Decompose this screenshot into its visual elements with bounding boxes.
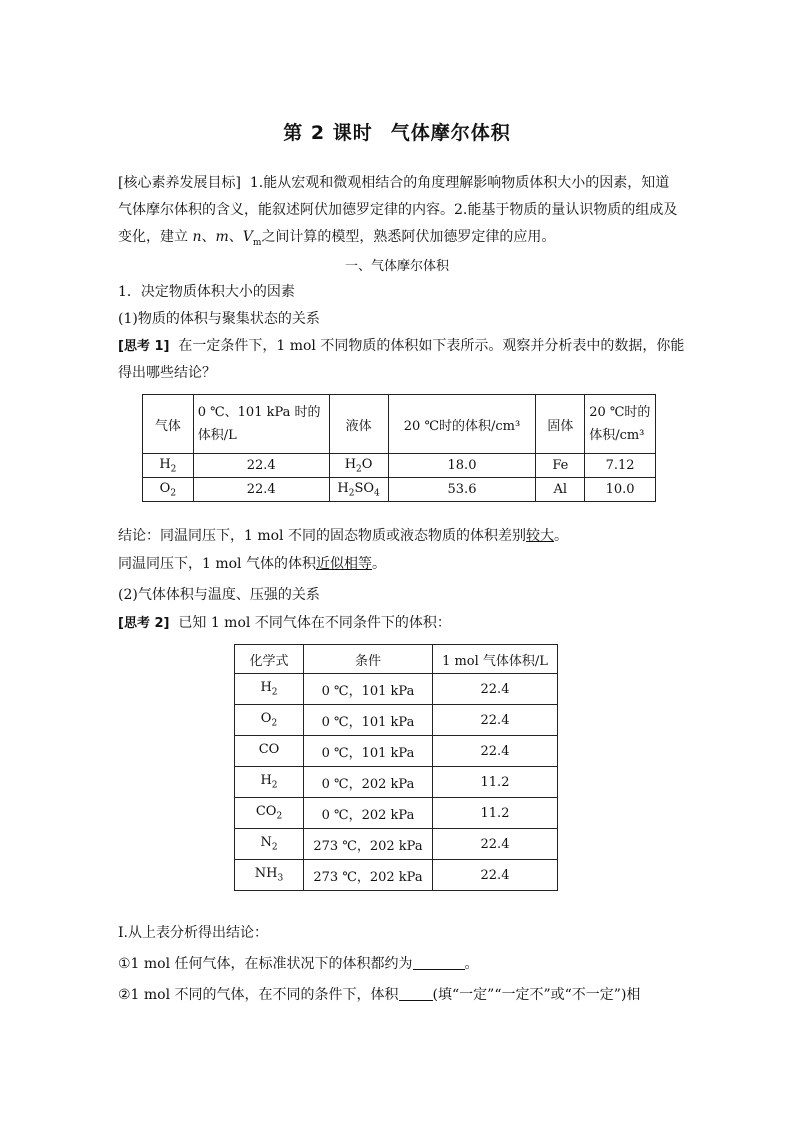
answer-blank[interactable] xyxy=(413,955,465,970)
question-item-2: ②1 mol 不同的气体，在不同的条件下，体积 (填“一定”“一定不”或“不一定”)相 xyxy=(118,987,641,1003)
think-1-line2: 得出哪些结论？ xyxy=(118,365,216,381)
analysis-title: Ⅰ.从上表分析得出结论： xyxy=(118,925,268,941)
question-item-1: ①1 mol 任何气体，在标准状况下的体积都约为 。 xyxy=(118,956,479,972)
table-row: CO 0 ℃，101 kPa 22.4 xyxy=(235,736,558,767)
answer-blank[interactable] xyxy=(399,986,433,1001)
subpoint-2: (2)气体体积与温度、压强的关系 xyxy=(118,587,320,603)
section-heading: 一、气体摩尔体积 xyxy=(344,259,449,274)
table-gas-volumes: 化学式 条件 1 mol 气体体积/L $H_2$ 0 ℃，101 kPa 22.4 $O_2$ 0 ℃，101 kPa 22.4 CO 0 ℃，101 kPa 22.4 $H_2$ 0 ℃，202 kPa 11.2 $CO_2$ 0 ℃，202 kPa 11.2 $N_2$ 273 ℃，202 kPa 22.4 $NH_3$ 273 ℃，202 kPa 22.4 xyxy=(234,644,558,891)
answer-larger: 较大 xyxy=(526,528,554,544)
table-row: $H_2$ 0 ℃，202 kPa 11.2 xyxy=(235,767,558,798)
conclusion-1: 结论：同温同压下，1 mol 不同的固态物质或液态物质的体积差别较大。 xyxy=(118,528,568,544)
table-row: $O_2$ 0 ℃，101 kPa 22.4 xyxy=(235,705,558,736)
table-substance-volumes: 气体 0 ℃、101 kPa 时的 体积/L 液体 20 ℃时的体积/cm³ 固体 20 ℃时的 体积/cm³ $H_2$ 22.4 $H_2O$ 18.0 Fe 7.12 $O_2$ 22.4 $H_2SO_4$ 53.6 Al 10.0 xyxy=(142,394,656,502)
point-1: 1．决定物质体积大小的因素 xyxy=(118,284,295,300)
conclusion-2: 同温同压下，1 mol 气体的体积近似相等。 xyxy=(118,556,386,572)
core-goals-paragraph: [核心素养发展目标] 1.能从宏观和微观相结合的角度理解影响物质体积大小的因素，知道气体摩尔体积的含义，能叙述阿伏加德罗定律的内容。2.能基于物质的量认识物质的组成及变化，建立 n、m、$V_m$之间计算的模型，熟悉阿伏加德罗定律的应用。 xyxy=(118,175,678,248)
think-1-line1: [思考 1] 在一定条件下，1 mol 不同物质的体积如下表所示。观察并分析表中的数据，你能 xyxy=(118,338,685,354)
table-row: $H_2$ 0 ℃，101 kPa 22.4 xyxy=(235,674,558,705)
think-1-label: [思考 1] xyxy=(118,339,170,354)
table-row: $CO_2$ 0 ℃，202 kPa 11.2 xyxy=(235,798,558,829)
subpoint-1: (1)物质的体积与聚集状态的关系 xyxy=(118,311,320,327)
think-2-line: [思考 2] 已知 1 mol 不同气体在不同条件下的体积： xyxy=(118,615,451,631)
table-row: $NH_3$ 273 ℃，202 kPa 22.4 xyxy=(235,860,558,891)
answer-approx-equal: 近似相等 xyxy=(316,556,372,572)
goals-label: [核心素养发展目标] xyxy=(118,175,241,191)
page-title: 第 2 课时 气体摩尔体积 xyxy=(283,122,511,144)
table-row: $N_2$ 273 ℃，202 kPa 22.4 xyxy=(235,829,558,860)
table-row: $H_2$ 22.4 $H_2O$ 18.0 Fe 7.12 xyxy=(143,454,656,478)
think-2-label: [思考 2] xyxy=(118,616,170,631)
table-row: $O_2$ 22.4 $H_2SO_4$ 53.6 Al 10.0 xyxy=(143,478,656,502)
